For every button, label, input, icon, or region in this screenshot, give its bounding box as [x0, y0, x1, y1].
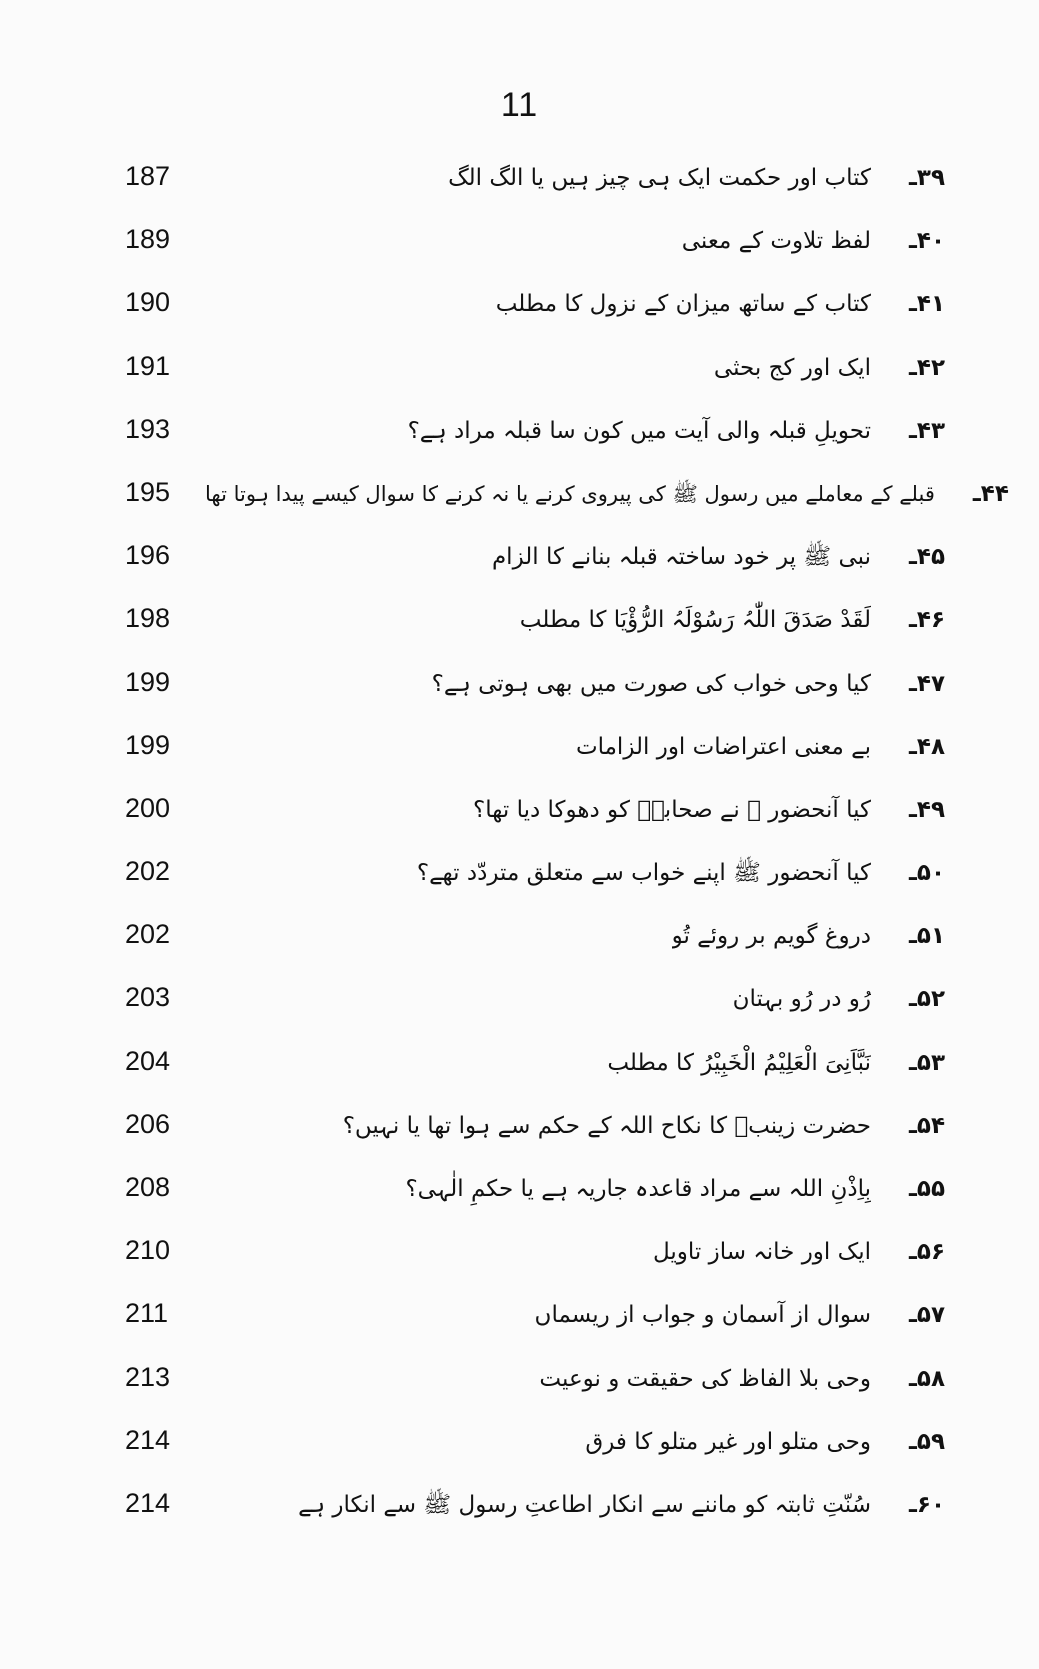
- toc-row: [125, 218, 945, 281]
- toc-row: [125, 1166, 945, 1229]
- toc-row: [125, 913, 945, 976]
- toc-entry-title: قبلے کے معاملے میں رسول ﷺ کی پیروی کرنے یا نہ کرنے کا سوال کیسے پیدا ہوتا تھا: [205, 481, 935, 506]
- toc-entry-number: ۵۴ـ: [909, 1112, 945, 1139]
- toc-entry-title: ایک اور کج بحثی: [713, 354, 871, 381]
- toc-row: [125, 345, 945, 408]
- toc-entry: [205, 349, 945, 387]
- toc-entry: [205, 1360, 945, 1398]
- toc-page-number: 206: [125, 1108, 171, 1139]
- toc-page-number: 187: [125, 161, 171, 191]
- toc-page-number: 189: [125, 224, 171, 255]
- toc-row: [125, 1482, 945, 1545]
- toc-entry: [205, 665, 945, 703]
- toc-entry-title: بے معنی اعتراضات اور الزامات: [575, 733, 871, 760]
- toc-page-number: 198: [125, 603, 171, 634]
- toc-entry-title: کتاب کے ساتھ میزان کے نزول کا مطلب: [495, 291, 871, 318]
- toc-entry-number: ۵۰ـ: [909, 860, 945, 887]
- toc-entry: [205, 791, 945, 829]
- toc-row: [125, 787, 945, 850]
- toc-entry-number: ۵۷ـ: [909, 1302, 945, 1329]
- toc-page-number: 210: [125, 1235, 171, 1266]
- toc-row: [125, 1103, 945, 1166]
- toc-page-number: 211: [125, 1298, 169, 1329]
- toc-entry-number: ۴۶ـ: [909, 607, 945, 634]
- toc-entry: [205, 1296, 945, 1334]
- toc-entry-number: ۴۵ـ: [909, 544, 945, 571]
- toc-page-number: 200: [125, 792, 171, 823]
- toc-row: [125, 534, 945, 597]
- toc-entry-title: وحی بلا الفاظ کی حقیقت و نوعیت: [539, 1365, 871, 1392]
- toc-page-number: 208: [125, 1172, 171, 1202]
- toc-page-number: 214: [125, 1424, 171, 1455]
- toc-page-number: 213: [125, 1361, 171, 1392]
- toc-entry-title: لَقَدْ صَدَقَ اللّٰہُ رَسُوْلَہُ الرُّؤْیَا کا مطلب: [519, 607, 871, 634]
- toc-row: [125, 661, 945, 724]
- toc-entry-title: تحویلِ قبلہ والی آیت میں کون سا قبلہ مراد ہے؟: [407, 417, 871, 444]
- toc-entry-number: ۵۱ـ: [909, 923, 945, 950]
- toc-entry-number: ۴۹ـ: [909, 796, 945, 823]
- toc-entry-number: ۵۶ـ: [909, 1239, 945, 1266]
- toc-entry-number: ۴۲ـ: [909, 354, 945, 381]
- toc-entry: [205, 917, 945, 955]
- toc-entry-title: سُنّتِ ثابتہ کو ماننے سے انکار اطاعتِ رسول ﷺ سے انکار ہے: [298, 1491, 871, 1518]
- toc-entry-number: ۳۹ـ: [909, 165, 945, 191]
- toc-entry: [205, 1107, 945, 1145]
- toc-row: [125, 976, 945, 1039]
- toc-entry-number: ۴۰ـ: [909, 228, 945, 255]
- toc-entry: [205, 1170, 945, 1208]
- toc-row: [125, 597, 945, 660]
- toc-entry: [205, 1423, 945, 1461]
- toc-entry-number: ۵۸ـ: [909, 1365, 945, 1392]
- toc-row: [125, 724, 945, 787]
- toc-entry: [205, 412, 945, 450]
- toc-page-number: 195: [125, 476, 171, 507]
- toc-entry: [205, 601, 945, 639]
- toc-entry-number: ۴۳ـ: [909, 417, 945, 444]
- toc-entry-number: ۵۹ـ: [909, 1428, 945, 1455]
- toc-entry-title: ایک اور خانہ ساز تاویل: [652, 1239, 871, 1266]
- toc-entry-title: کیا وحی خواب کی صورت میں بھی ہوتی ہے؟: [431, 670, 871, 697]
- toc-entry-title: لفظ تلاوت کے معنی: [681, 228, 871, 255]
- toc-entry: [205, 285, 945, 323]
- toc-entry-title: دروغ گویم بر روئے تُو: [671, 923, 871, 950]
- toc-page-number: 202: [125, 919, 171, 950]
- toc-entry-title: کتاب اور حکمت ایک ہی چیز ہیں یا الگ الگ: [448, 165, 871, 191]
- toc-entry-number: ۶۰ـ: [909, 1491, 945, 1518]
- toc-entry: [205, 1486, 945, 1524]
- toc-entry: [205, 854, 945, 892]
- toc-page-number: 199: [125, 666, 171, 697]
- toc-entry-number: ۴۷ـ: [909, 670, 945, 697]
- toc-page-number: 202: [125, 856, 171, 887]
- toc-page-number: 191: [125, 350, 171, 381]
- toc-entry: [205, 475, 1009, 513]
- toc-row: [125, 850, 945, 913]
- toc-row: [125, 408, 945, 471]
- toc-entry-title: نبی ﷺ پر خود ساختہ قبلہ بنانے کا الزام: [491, 544, 871, 571]
- toc-row: [125, 155, 945, 218]
- toc-entry-title: حضرت زینبؓ کا نکاح اللہ کے حکم سے ہوا تھا یا نہیں؟: [342, 1112, 871, 1139]
- toc-page-number: 190: [125, 287, 171, 318]
- table-of-contents: [125, 155, 1009, 1545]
- toc-row: [125, 471, 1009, 534]
- toc-entry-title: کیا آنحضور ﷺ نے صحابہؓ کو دھوکا دیا تھا؟: [473, 796, 871, 823]
- page-number: 11: [500, 86, 539, 124]
- toc-entry-title: رُو در رُو بہتان: [732, 986, 871, 1013]
- toc-entry: [205, 538, 945, 576]
- toc-entry-title: کیا آنحضور ﷺ اپنے خواب سے متعلق متردّد تھے؟: [416, 860, 871, 887]
- toc-page-number: 193: [125, 413, 171, 444]
- toc-row: [125, 1356, 945, 1419]
- toc-entry: [205, 1044, 945, 1082]
- toc-entry: [205, 980, 945, 1018]
- toc-entry-number: ۵۲ـ: [909, 986, 945, 1013]
- toc-entry-number: ۵۵ـ: [909, 1176, 945, 1202]
- toc-entry-number: ۴۸ـ: [909, 733, 945, 760]
- toc-entry-title: نَبَّاَنِیَ الْعَلِیْمُ الْخَبِیْرُ کا مطلب: [607, 1049, 871, 1076]
- toc-entry: [205, 728, 945, 766]
- toc-entry: [205, 159, 945, 197]
- toc-entry-title: بِاِذْنِ اللہ سے مراد قاعدہ جاریہ ہے یا حکمِ الٰہی؟: [405, 1176, 871, 1202]
- toc-entry-number: ۴۱ـ: [909, 291, 945, 318]
- toc-row: [125, 1292, 945, 1355]
- toc-row: [125, 1229, 945, 1292]
- toc-entry-number: ۴۴ـ: [972, 480, 1009, 507]
- toc-entry: [205, 222, 945, 260]
- toc-page-number: 203: [125, 982, 171, 1013]
- toc-page-number: 204: [125, 1045, 171, 1076]
- toc-row: [125, 1040, 945, 1103]
- toc-entry-title: سوال از آسمان و جواب از ریسماں: [534, 1302, 871, 1329]
- toc-page-number: 214: [125, 1487, 171, 1518]
- toc-entry-title: وحی متلو اور غیر متلو کا فرق: [585, 1428, 871, 1455]
- toc-entry-number: ۵۳ـ: [909, 1049, 945, 1076]
- toc-page-number: 199: [125, 729, 171, 760]
- toc-row: [125, 1419, 945, 1482]
- toc-page-number: 196: [125, 540, 171, 571]
- toc-entry: [205, 1233, 945, 1271]
- toc-row: [125, 281, 945, 344]
